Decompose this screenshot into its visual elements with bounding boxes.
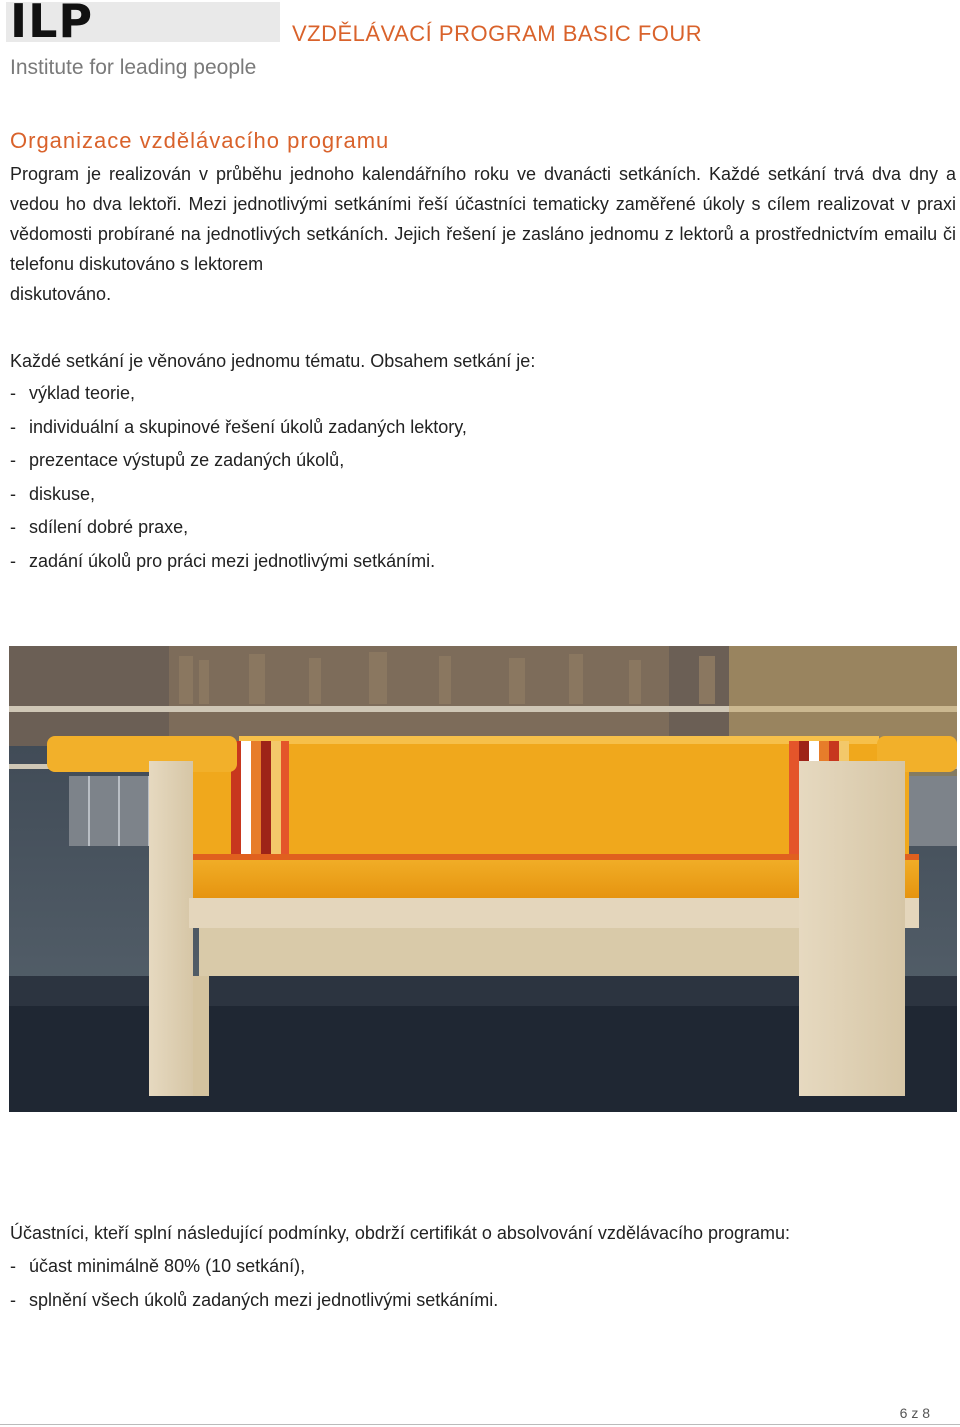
- list-item: - sdílení dobré praxe,: [10, 511, 467, 545]
- list-item: - prezentace výstupů ze zadaných úkolů,: [10, 444, 467, 478]
- list-dash: -: [10, 383, 16, 403]
- logo-subtitle: Institute for leading people: [10, 56, 257, 79]
- section-heading: Organizace vzdělávacího programu: [10, 128, 390, 153]
- list-dash: -: [10, 416, 16, 437]
- list-item: - individuální a skupinové řešení úkolů zadaných lektory,: [10, 411, 467, 445]
- paragraph-certificate: Účastníci, kteří splní následující podmínky, obdrží certifikát o absolvování vzdělávacího programu:: [10, 1223, 791, 1243]
- list-dash: -: [10, 483, 16, 504]
- list-item: - účast minimálně 80% (10 setkání),: [10, 1250, 498, 1284]
- footer-divider: [0, 1424, 960, 1425]
- logo: ILP: [10, 0, 94, 48]
- list-dash: -: [10, 550, 16, 571]
- paragraph-organization: Program je realizován v průběhu jednoho kalendářního roku ve dvanácti setkáních. Každé setkání trvá dva dny a vedou ho dva lektoři. Mezi jednotlivými setkáními řeší účastníci tematicky zaměřené úkoly s cílem realizovat v praxi vědomosti probírané na jednotlivých setkáních. Jejich řešení je zasláno jednomu z lektorů a prostřednictvím emailu či telefonu diskutováno s lektorem: [10, 164, 956, 274]
- list-item: - zadání úkolů pro práci mezi jednotlivými setkáními.: [10, 545, 467, 579]
- list-dash: -: [10, 517, 16, 538]
- meeting-content-list: [10, 377, 467, 579]
- list-item: - výklad teorie,: [10, 377, 467, 411]
- bench-photo: [9, 646, 957, 1112]
- list-dash: -: [10, 1256, 16, 1276]
- list-item: - diskuse,: [10, 478, 467, 512]
- list-dash: -: [10, 1289, 16, 1310]
- program-title: VZDĚLÁVACÍ PROGRAM BASIC FOUR: [292, 21, 703, 46]
- page-number: 6 z 8: [899, 1405, 930, 1421]
- list-dash: -: [10, 450, 16, 471]
- list-item: - splnění všech úkolů zadaných mezi jednotlivými setkáními.: [10, 1284, 498, 1318]
- paragraph-organization-end: diskutováno.: [10, 284, 112, 304]
- paragraph-topics: Každé setkání je věnováno jednomu tématu. Obsahem setkání je:: [10, 351, 536, 371]
- certificate-conditions-list: [10, 1250, 498, 1317]
